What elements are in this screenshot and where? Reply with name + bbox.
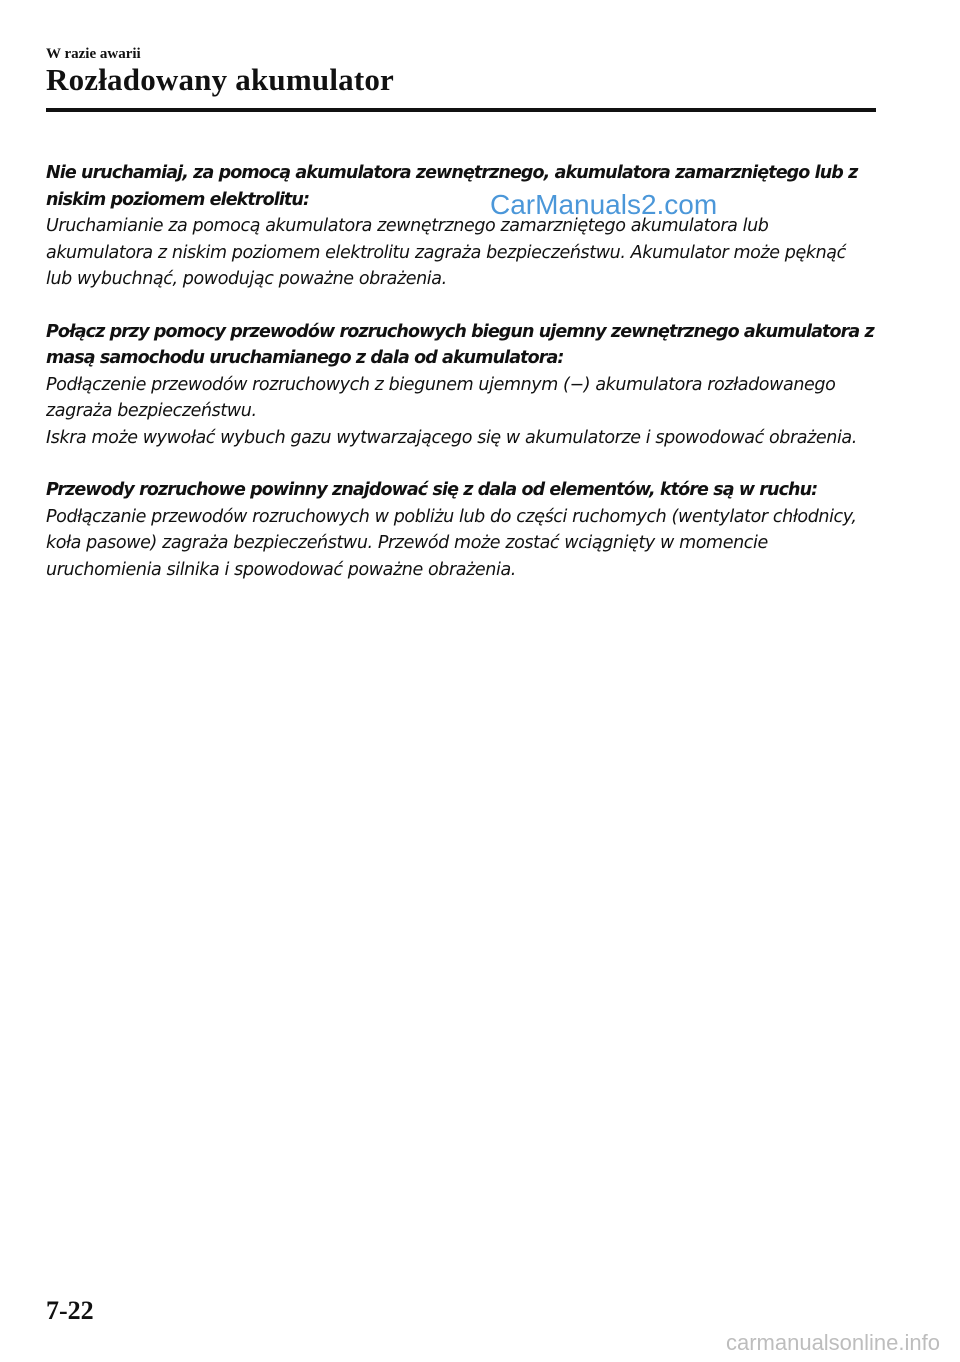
warning-block (46, 319, 876, 452)
title-rule (46, 108, 876, 112)
warning-block (46, 160, 876, 293)
warning-body: Iskra może wywołać wybuch gazu wytwarzającego się w akumulatorze i spowodować obrażenia. (46, 427, 857, 448)
watermark-top[interactable]: CarManuals2.com (490, 189, 718, 220)
warning-heading: Nie uruchamiaj, za pomocą akumulatora zewnętrznego, akumulatora zamarzniętego lub z niskim poziomem elektrolitu: (46, 163, 858, 210)
warning-body: Podłączanie przewodów rozruchowych w pobliżu lub do części ruchomych (wentylator chłodnicy, koła pasowe) zagraża bezpieczeństwu. Przewód może zostać wciągnięty w momencie uruchomienia silnika i spowodować poważne obrażenia. (46, 506, 857, 580)
content (46, 160, 876, 609)
section-label: W razie awarii (46, 46, 141, 62)
page-title: Rozładowany akumulator (46, 62, 395, 97)
page-number: 7-22 (46, 1296, 94, 1325)
warning-body: Uruchamianie za pomocą akumulatora zewnętrznego zamarzniętego akumulatora lub akumulatora z niskim poziomem elektrolitu zagraża bezpieczeństwu. Akumulator może pęknąć lub wybuchnąć, powodując poważne obrażenia. (46, 216, 846, 289)
warning-block (46, 477, 876, 583)
warning-heading: Połącz przy pomocy przewodów rozruchowych biegun ujemny zewnętrznego akumulatora z masą samochodu uruchamianego z dala od akumulatora: (46, 321, 874, 368)
watermark-bottom[interactable]: carmanualsonline.info (725, 1330, 940, 1355)
warning-heading: Przewody rozruchowe powinny znajdować się z dala od elementów, które są w ruchu: (46, 480, 818, 500)
warning-body: Podłączenie przewodów rozruchowych z biegunem ujemnym (−) akumulatora rozładowanego zagraża bezpieczeństwu. (46, 374, 836, 421)
